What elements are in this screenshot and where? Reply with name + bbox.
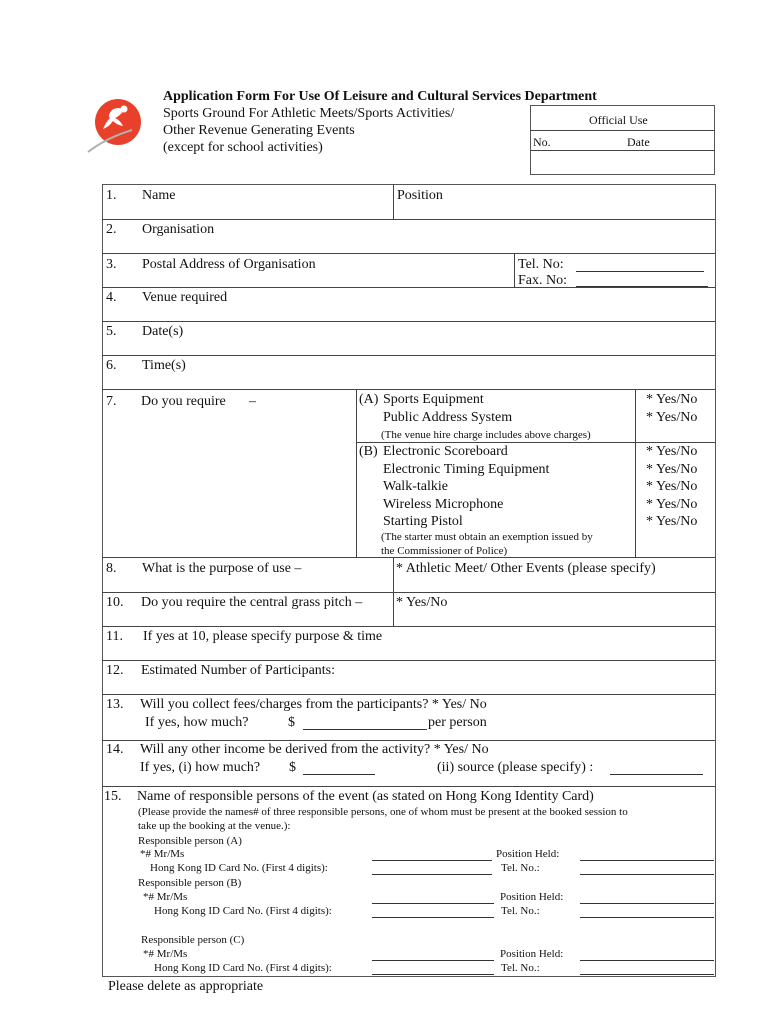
public-address-yesno[interactable]: * Yes/No — [646, 410, 698, 425]
tel-no-field[interactable] — [576, 271, 704, 272]
electronic-scoreboard-yesno[interactable]: * Yes/No — [646, 444, 698, 459]
wireless-microphone-label: Wireless Microphone — [383, 497, 504, 512]
person-c-title: Responsible person (C) — [141, 934, 245, 946]
person-a-hkid-label: Hong Kong ID Card No. (First 4 digits): — [150, 862, 328, 874]
other-income-label: Will any other income be derived from the activity? * Yes/ No — [140, 742, 489, 757]
footer-note: Please delete as appropriate — [108, 979, 264, 994]
row3-number: 3. — [106, 257, 117, 272]
times-label: Time(s) — [142, 358, 186, 373]
person-b-name-field[interactable] — [372, 903, 494, 904]
person-b-position-field[interactable] — [580, 903, 714, 904]
row7-options-right-divider — [635, 389, 636, 557]
row-divider — [102, 253, 716, 254]
person-b-position-label: Position Held: — [500, 891, 564, 903]
fees-how-much-label: If yes, how much? — [145, 715, 249, 730]
option-a-note: (The venue hire charge includes above charges) — [381, 429, 591, 441]
official-use-divider-2 — [530, 150, 715, 151]
person-a-position-field[interactable] — [580, 860, 714, 861]
official-use-label: Official Use — [589, 113, 648, 127]
row-divider — [102, 786, 716, 787]
responsible-persons-label: Name of responsible persons of the event (as stated on Hong Kong Identity Card) — [137, 789, 594, 804]
row-divider — [102, 592, 716, 593]
dates-label: Date(s) — [142, 324, 184, 339]
starting-pistol-label: Starting Pistol — [383, 514, 463, 529]
purpose-of-use-label: What is the purpose of use – — [142, 561, 302, 576]
person-c-hkid-label: Hong Kong ID Card No. (First 4 digits): — [154, 962, 332, 974]
row1-number: 1. — [106, 188, 117, 203]
row-divider — [102, 287, 716, 288]
person-b-tel-label: Tel. No.: — [501, 905, 540, 917]
option-a-marker: (A) — [359, 392, 379, 407]
row-divider — [102, 660, 716, 661]
row5-number: 5. — [106, 324, 117, 339]
walk-talkie-label: Walk-talkie — [383, 479, 448, 494]
central-grass-pitch-yesno[interactable]: * Yes/No — [396, 595, 448, 610]
person-a-position-label: Position Held: — [496, 848, 560, 860]
do-you-require-label: Do you require — [141, 394, 226, 409]
option-b-note-line-1: (The starter must obtain an exemption issued by — [381, 531, 593, 543]
form-subtitle-line-3: (except for school activities) — [163, 140, 323, 155]
option-b-marker: (B) — [359, 444, 378, 459]
person-a-tel-field[interactable] — [580, 874, 714, 875]
income-how-much-label: If yes, (i) how much? — [140, 760, 261, 775]
row-divider — [102, 740, 716, 741]
row12-number: 12. — [106, 663, 124, 678]
official-use-date-label: Date — [627, 135, 650, 149]
name-label: Name — [142, 188, 176, 203]
fees-currency: $ — [288, 715, 295, 730]
row2-number: 2. — [106, 222, 117, 237]
venue-required-label: Venue required — [142, 290, 228, 305]
postal-address-label: Postal Address of Organisation — [142, 257, 316, 272]
person-a-title: Responsible person (A) — [138, 835, 242, 847]
income-amount-field[interactable] — [303, 774, 375, 775]
fees-amount-field[interactable] — [303, 729, 427, 730]
person-a-tel-label: Tel. No.: — [501, 862, 540, 874]
person-a-name-field[interactable] — [372, 860, 492, 861]
row10-number: 10. — [106, 595, 124, 610]
income-source-label: (ii) source (please specify) : — [437, 760, 594, 775]
starting-pistol-yesno[interactable]: * Yes/No — [646, 514, 698, 529]
person-a-hkid-field[interactable] — [372, 874, 492, 875]
electronic-timing-label: Electronic Timing Equipment — [383, 462, 550, 477]
option-b-note-line-2: the Commissioner of Police) — [381, 545, 508, 557]
person-b-tel-field[interactable] — [580, 917, 714, 918]
sports-equipment-label: Sports Equipment — [383, 392, 484, 407]
row6-number: 6. — [106, 358, 117, 373]
form-title: Application Form For Use Of Leisure and Cultural Services Department — [163, 89, 597, 104]
form-subtitle-line-2: Other Revenue Generating Events — [163, 123, 355, 138]
electronic-timing-yesno[interactable]: * Yes/No — [646, 462, 698, 477]
tel-no-label: Tel. No: — [518, 257, 564, 272]
sports-equipment-yesno[interactable]: * Yes/No — [646, 392, 698, 407]
walk-talkie-yesno[interactable]: * Yes/No — [646, 479, 698, 494]
lcsd-logo — [86, 96, 146, 156]
row1-position-divider — [393, 184, 394, 219]
person-a-mr-ms: *# Mr/Ms — [140, 848, 185, 860]
row8-number: 8. — [106, 561, 117, 576]
person-b-hkid-label: Hong Kong ID Card No. (First 4 digits): — [154, 905, 332, 917]
official-use-divider-1 — [530, 130, 715, 131]
person-c-tel-label: Tel. No.: — [501, 962, 540, 974]
person-b-title: Responsible person (B) — [138, 877, 242, 889]
row3-tel-divider — [514, 253, 515, 287]
row-divider — [102, 321, 716, 322]
fax-no-field[interactable] — [576, 286, 708, 287]
person-b-mr-ms: *# Mr/Ms — [143, 891, 188, 903]
row7-number: 7. — [106, 394, 117, 409]
logo-runner-head — [121, 106, 128, 113]
purpose-of-use-answer[interactable]: * Athletic Meet/ Other Events (please specify) — [396, 561, 656, 576]
income-source-field[interactable] — [610, 774, 703, 775]
responsible-persons-note-line-1: (Please provide the names# of three responsible persons, one of whom must be present at the booked session to — [138, 806, 628, 818]
row13-number: 13. — [106, 697, 124, 712]
row7-ab-divider — [356, 442, 716, 443]
fees-per-person-label: per person — [428, 715, 487, 730]
public-address-label: Public Address System — [383, 410, 513, 425]
purpose-time-label: If yes at 10, please specify purpose & time — [143, 629, 383, 644]
row-divider — [102, 355, 716, 356]
row-divider — [102, 626, 716, 627]
participants-label: Estimated Number of Participants: — [141, 663, 336, 678]
organisation-label: Organisation — [142, 222, 215, 237]
person-c-position-label: Position Held: — [500, 948, 564, 960]
form-subtitle-line-1: Sports Ground For Athletic Meets/Sports Activities/ — [163, 106, 455, 121]
row-divider — [102, 389, 716, 390]
position-label: Position — [397, 188, 443, 203]
person-c-hkid-field[interactable] — [372, 974, 494, 975]
person-c-tel-field[interactable] — [580, 974, 714, 975]
collect-fees-label: Will you collect fees/charges from the participants? * Yes/ No — [140, 697, 487, 712]
electronic-scoreboard-label: Electronic Scoreboard — [383, 444, 508, 459]
fax-no-label: Fax. No: — [518, 273, 567, 288]
row-divider — [102, 694, 716, 695]
person-b-hkid-field[interactable] — [372, 917, 494, 918]
row14-number: 14. — [106, 742, 124, 757]
row11-number: 11. — [106, 629, 123, 644]
wireless-microphone-yesno[interactable]: * Yes/No — [646, 497, 698, 512]
row7-options-left-divider — [356, 389, 357, 557]
income-currency: $ — [289, 760, 296, 775]
central-grass-pitch-label: Do you require the central grass pitch – — [141, 595, 363, 610]
row-divider — [102, 219, 716, 220]
person-c-position-field[interactable] — [580, 960, 714, 961]
do-you-require-dash: – — [249, 394, 256, 409]
person-c-name-field[interactable] — [372, 960, 494, 961]
person-c-mr-ms: *# Mr/Ms — [143, 948, 188, 960]
row8-divider — [393, 557, 394, 626]
official-use-no-label: No. — [533, 135, 551, 149]
row4-number: 4. — [106, 290, 117, 305]
row15-number: 15. — [104, 789, 122, 804]
responsible-persons-note-line-2: take up the booking at the venue.): — [138, 820, 291, 832]
